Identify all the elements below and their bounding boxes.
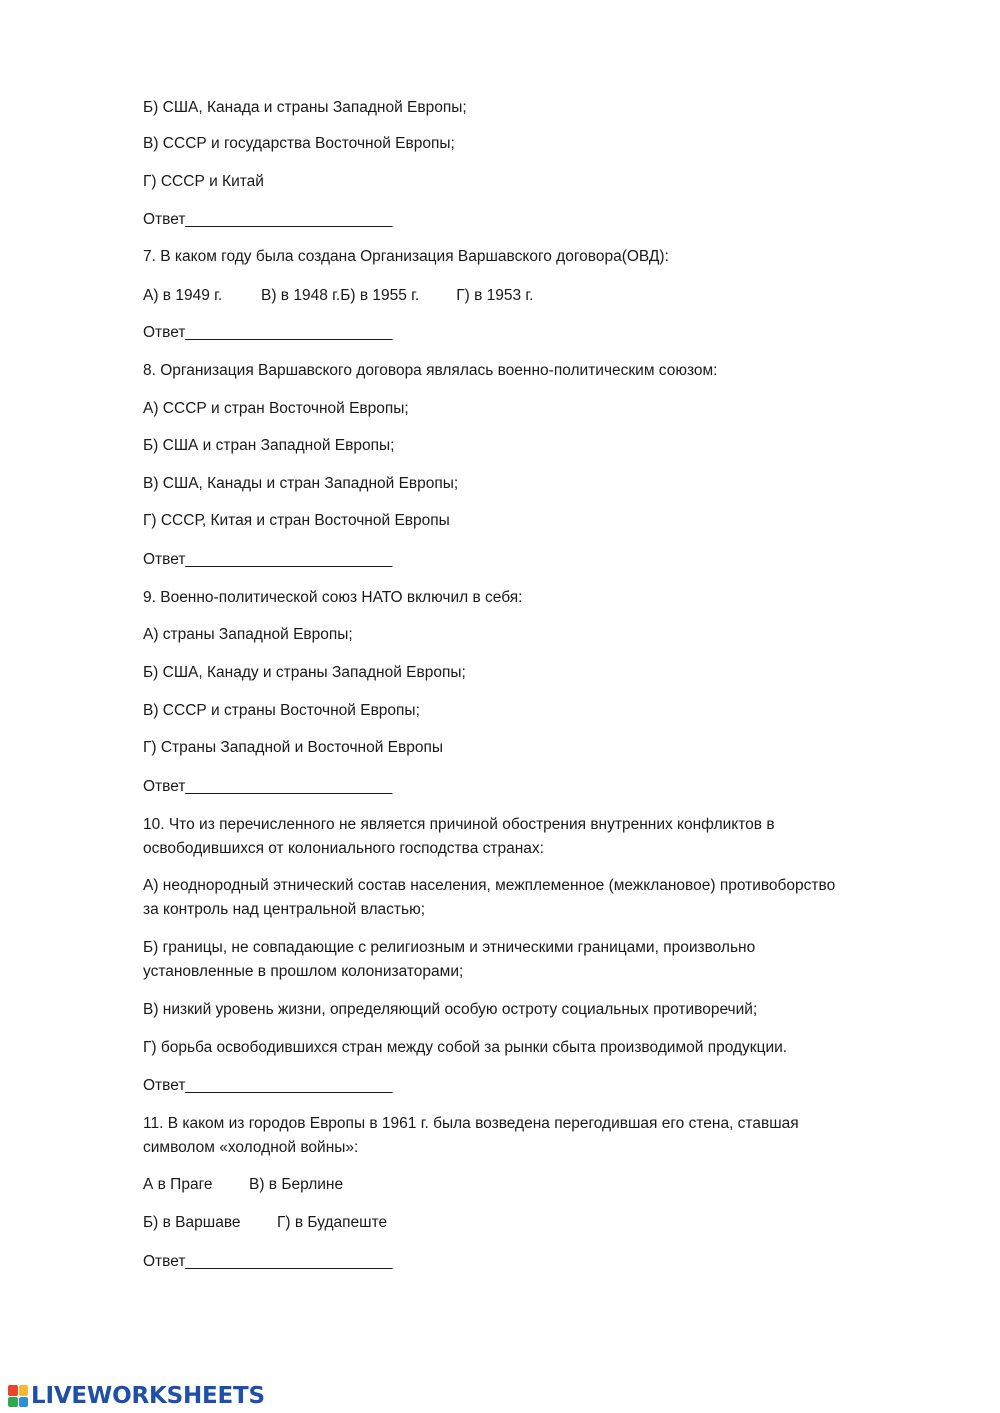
q6-option-v: В) СССР и государства Восточной Европы; [143, 135, 455, 152]
q11-option-v: В) в Берлине [249, 1176, 344, 1193]
q8-answer-field[interactable]: Ответ________________________ [143, 551, 393, 568]
liveworksheets-logo-icon [8, 1385, 28, 1407]
q7-option-a: А) в 1949 г. [143, 287, 223, 304]
q11-options-row-1 [143, 1173, 343, 1197]
q11-question-line-1: 11. В каком из городов Европы в 1961 г. была возведена перегодившая его стена, ставшая [143, 1115, 799, 1132]
q11-option-g: Г) в Будапеште [277, 1214, 388, 1231]
q7-question: 7. В каком году была создана Организация Варшавского договора(ОВД): [143, 248, 669, 265]
liveworksheets-logo-text: LIVEWORKSHEETS [31, 1383, 265, 1409]
q7-options-row [143, 284, 533, 308]
logo-square-blue [19, 1397, 29, 1408]
q8-question: 8. Организация Варшавского договора являлась военно-политическим союзом: [143, 362, 718, 379]
liveworksheets-logo[interactable] [8, 1381, 265, 1411]
q9-option-g: Г) Страны Западной и Восточной Европы [143, 739, 444, 756]
q10-option-a-line-2: за контроль над центральной властью; [143, 901, 426, 918]
q10-option-b-line-2: установленные в прошлом колонизаторами; [143, 963, 464, 980]
q8-option-b: Б) США и стран Западной Европы; [143, 437, 395, 454]
q11-option-b: Б) в Варшаве [143, 1214, 241, 1231]
q9-question: 9. Военно-политической союз НАТО включил в себя: [143, 589, 523, 606]
q9-option-v: В) СССР и страны Восточной Европы; [143, 702, 420, 719]
q6-option-b: Б) США, Канада и страны Западной Европы; [143, 99, 467, 116]
q11-option-a: А в Праге [143, 1176, 213, 1193]
q9-option-b: Б) США, Канаду и страны Западной Европы; [143, 664, 466, 681]
q10-question-line-2: освободившихся от колониального господства странах: [143, 840, 544, 857]
q6-answer-field[interactable]: Ответ________________________ [143, 211, 393, 228]
q9-answer-field[interactable]: Ответ________________________ [143, 778, 393, 795]
q11-answer-field[interactable]: Ответ________________________ [143, 1253, 393, 1270]
logo-square-red [8, 1385, 18, 1396]
q9-option-a: А) страны Западной Европы; [143, 626, 353, 643]
q7-option-b: Б) в 1955 г. [340, 287, 420, 304]
q10-option-g: Г) борьба освободившихся стран между собой за рынки сбыта производимой продукции. [143, 1039, 788, 1056]
q11-options-row-2 [143, 1211, 387, 1235]
q8-option-g: Г) СССР, Китая и стран Восточной Европы [143, 512, 450, 529]
q8-option-v: В) США, Канады и стран Западной Европы; [143, 475, 459, 492]
q11-question-line-2: символом «холодной войны»: [143, 1139, 359, 1156]
logo-square-yellow [19, 1385, 29, 1396]
q7-option-v: В) в 1948 г. [261, 287, 341, 304]
q10-question-line-1: 10. Что из перечисленного не является причиной обострения внутренних конфликтов в [143, 816, 775, 833]
q10-option-b-line-1: Б) границы, не совпадающие с религиозным и этническими границами, произвольно [143, 939, 756, 956]
q7-answer-field[interactable]: Ответ________________________ [143, 324, 393, 341]
logo-square-green [8, 1397, 18, 1408]
q10-option-v: В) низкий уровень жизни, определяющий особую остроту социальных противоречий; [143, 1001, 758, 1018]
q6-option-g: Г) СССР и Китай [143, 173, 264, 190]
q10-answer-field[interactable]: Ответ________________________ [143, 1077, 393, 1094]
q8-option-a: А) СССР и стран Восточной Европы; [143, 400, 409, 417]
q7-option-g: Г) в 1953 г. [456, 287, 534, 304]
q10-option-a-line-1: А) неоднородный этнический состав населения, межплеменное (межклановое) противоборство [143, 877, 836, 894]
